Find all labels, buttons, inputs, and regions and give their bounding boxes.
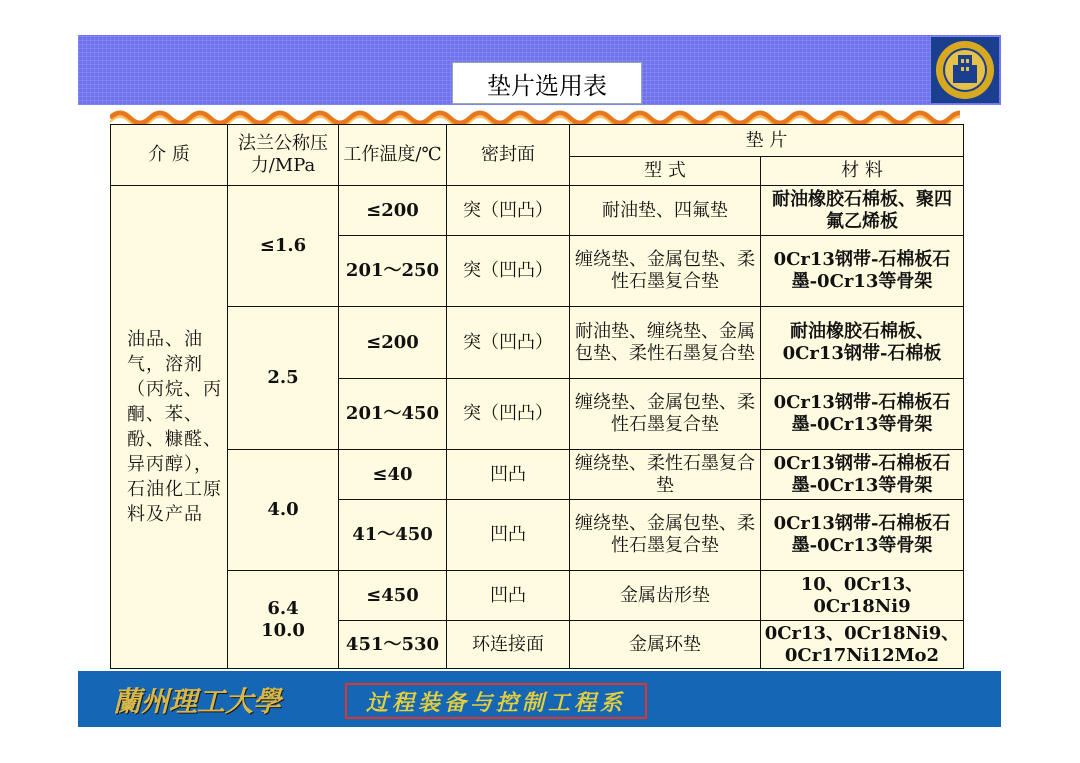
pressure-cell: 6.4 10.0 xyxy=(228,571,339,669)
temperature-cell: 41～450 xyxy=(339,500,447,571)
pressure-cell: ≤1.6 xyxy=(228,186,339,307)
gasket-material-cell: 耐油橡胶石棉板、聚四氟乙烯板 xyxy=(761,186,964,236)
header-gasket-type: 型 式 xyxy=(570,157,761,186)
gasket-selection-table xyxy=(110,124,964,669)
header-pressure: 法兰公称压力/MPa xyxy=(228,125,339,186)
temperature-cell: ≤200 xyxy=(339,186,447,236)
gasket-type-cell: 缠绕垫、柔性石墨复合垫 xyxy=(570,450,761,500)
temperature-cell: 201～250 xyxy=(339,236,447,307)
gasket-type-cell: 缠绕垫、金属包垫、柔性石墨复合垫 xyxy=(570,379,761,450)
gasket-material-cell: 0Cr13钢带-石棉板石墨-0Cr13等骨架 xyxy=(761,236,964,307)
gasket-material-cell: 0Cr13、0Cr18Ni9、0Cr17Ni12Mo2 xyxy=(761,621,964,669)
header-gasket-material: 材 料 xyxy=(761,157,964,186)
temperature-cell: ≤40 xyxy=(339,450,447,500)
sealing-cell: 突（凹凸） xyxy=(447,379,570,450)
gasket-material-cell: 0Cr13钢带-石棉板石墨-0Cr13等骨架 xyxy=(761,500,964,571)
gasket-type-cell: 金属齿形垫 xyxy=(570,571,761,621)
pressure-cell: 2.5 xyxy=(228,307,339,450)
gasket-material-cell: 耐油橡胶石棉板、0Cr13钢带-石棉板 xyxy=(761,307,964,379)
temperature-cell: ≤200 xyxy=(339,307,447,379)
sealing-cell: 突（凹凸） xyxy=(447,307,570,379)
gasket-type-cell: 耐油垫、缠绕垫、金属包垫、柔性石墨复合垫 xyxy=(570,307,761,379)
gasket-material-cell: 0Cr13钢带-石棉板石墨-0Cr13等骨架 xyxy=(761,379,964,450)
university-seal-icon xyxy=(931,37,999,103)
sealing-cell: 突（凹凸） xyxy=(447,236,570,307)
sealing-cell: 凹凸 xyxy=(447,571,570,621)
sealing-cell: 凹凸 xyxy=(447,500,570,571)
header-gasket: 垫 片 xyxy=(570,125,964,157)
gasket-material-cell: 10、0Cr13、0Cr18Ni9 xyxy=(761,571,964,621)
gasket-type-cell: 耐油垫、四氟垫 xyxy=(570,186,761,236)
sealing-cell: 环连接面 xyxy=(447,621,570,669)
temperature-cell: 451～530 xyxy=(339,621,447,669)
department-label: 过程装备与控制工程系 xyxy=(345,683,647,719)
pressure-cell: 4.0 xyxy=(228,450,339,571)
temperature-cell: 201～450 xyxy=(339,379,447,450)
header-temperature: 工作温度/℃ xyxy=(339,125,447,186)
gasket-type-cell: 缠绕垫、金属包垫、柔性石墨复合垫 xyxy=(570,500,761,571)
temperature-cell: ≤450 xyxy=(339,571,447,621)
sealing-cell: 突（凹凸） xyxy=(447,186,570,236)
slide-title: 垫片选用表 xyxy=(452,62,642,104)
header-medium: 介 质 xyxy=(111,125,228,186)
header-sealing-face: 密封面 xyxy=(447,125,570,186)
medium-cell: 油品、油气，溶剂（丙烷、丙酮、苯、酚、糠醛、异丙醇），石油化工原料及产品 xyxy=(111,186,228,669)
sealing-cell: 凹凸 xyxy=(447,450,570,500)
gasket-type-cell: 金属环垫 xyxy=(570,621,761,669)
university-logo: 蘭州理工大學 xyxy=(112,685,281,718)
gasket-type-cell: 缠绕垫、金属包垫、柔性石墨复合垫 xyxy=(570,236,761,307)
gasket-material-cell: 0Cr13钢带-石棉板石墨-0Cr13等骨架 xyxy=(761,450,964,500)
